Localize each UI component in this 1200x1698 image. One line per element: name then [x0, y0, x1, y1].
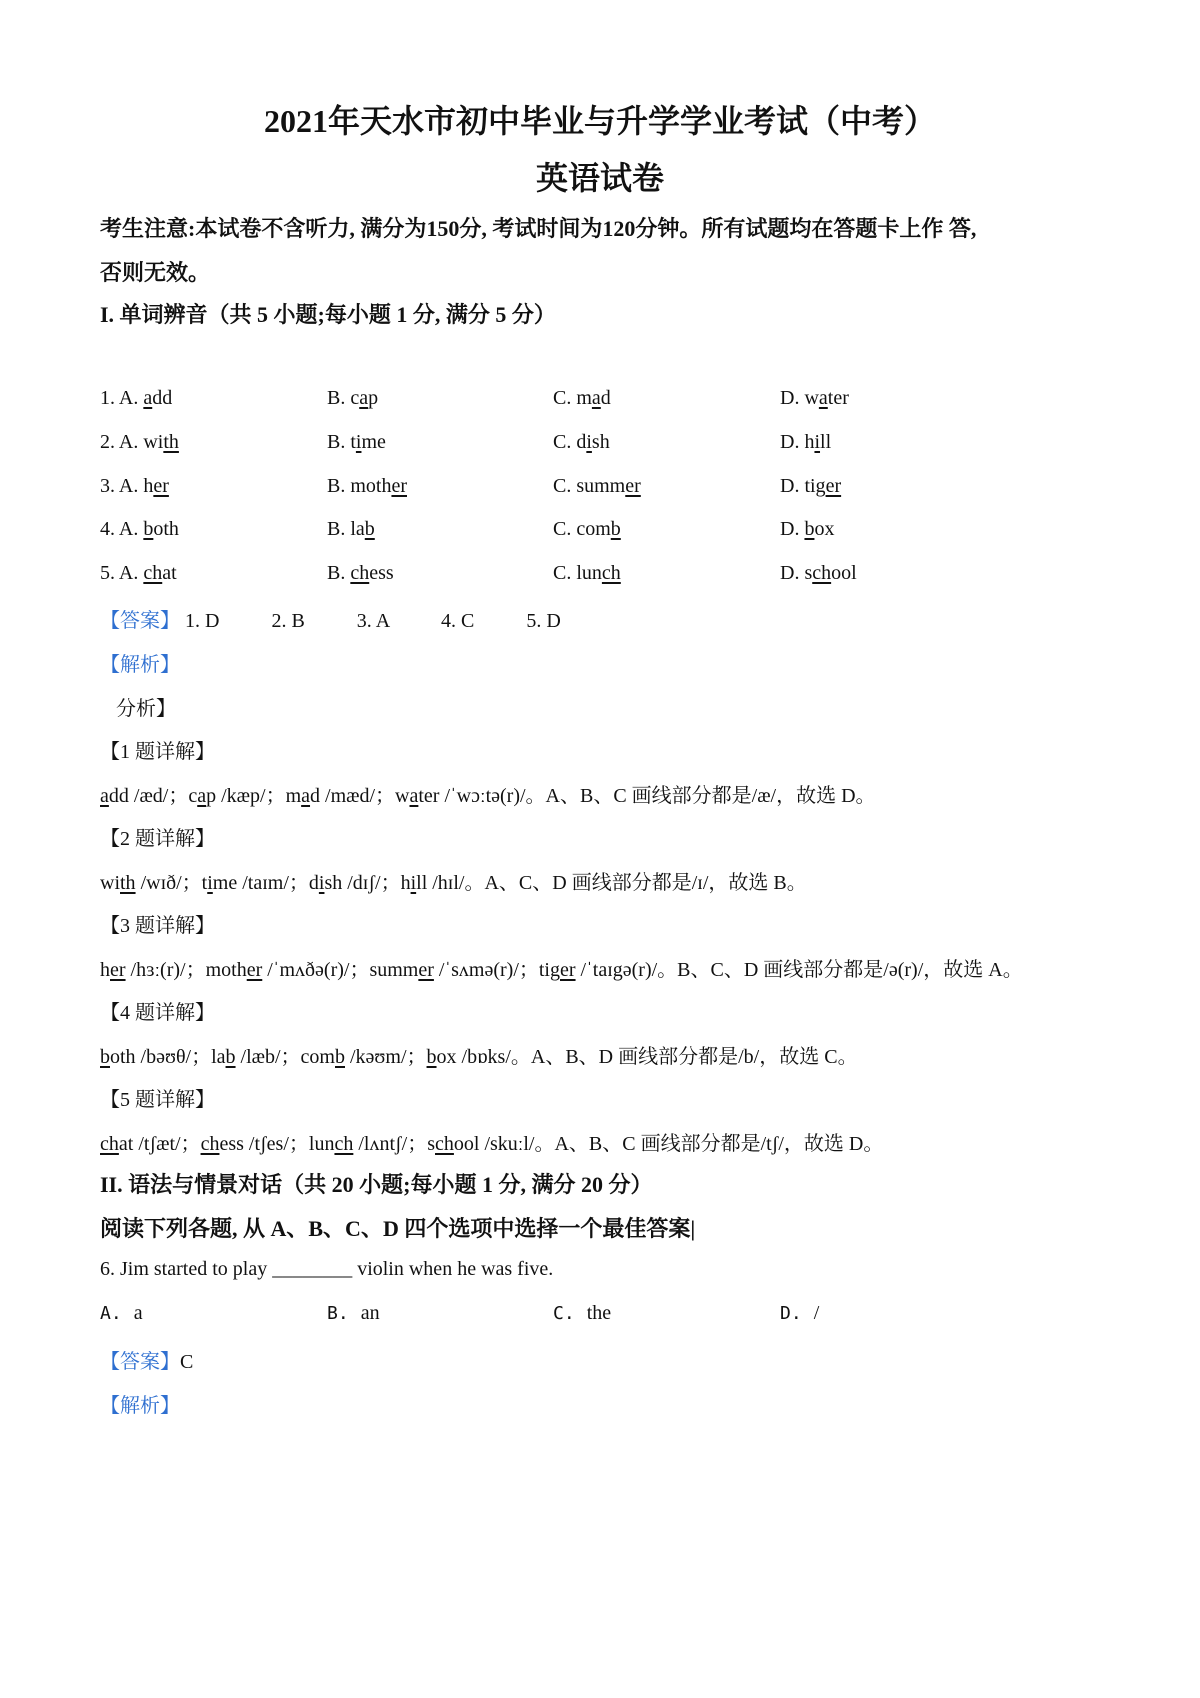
- underlined-letters: b: [364, 518, 375, 540]
- option-text: 4. A.: [100, 518, 144, 540]
- option-letter: B.: [327, 1303, 349, 1324]
- page-subtitle: 英语试卷: [535, 160, 664, 196]
- underlined-letters: er: [418, 959, 434, 981]
- option-text: dd: [152, 387, 173, 409]
- detail-explanation: [100, 953, 1023, 982]
- option-text: C. summ: [553, 475, 626, 497]
- answer-label: 【答案】: [100, 610, 180, 632]
- underlined-letters: ch: [100, 1133, 119, 1155]
- underlined-letters: er: [246, 959, 263, 981]
- q6-answer-row: [100, 1345, 193, 1374]
- option-letter: D.: [780, 1303, 802, 1324]
- q4-option-a: [100, 518, 179, 541]
- q1-option-a: [100, 387, 172, 410]
- notice-line-1: 考生注意:本试卷不含听力, 满分为150分, 考试时间为120分钟。所有试题均在答题卡上作 答,: [100, 216, 977, 241]
- underlined-letters: er: [391, 475, 407, 497]
- explanation-text: /læb/；com: [235, 1046, 335, 1068]
- q2-option-b: [327, 431, 386, 454]
- q4-option-c: [553, 518, 621, 541]
- option-text: at: [162, 562, 177, 584]
- explanation-text: at /tʃæt/；: [118, 1133, 201, 1155]
- option-text: a: [133, 1302, 143, 1324]
- option-text: an: [360, 1302, 380, 1324]
- explanation-text: oth /bəʊθ/；la: [110, 1046, 226, 1068]
- option-text: C. d: [553, 431, 587, 453]
- detail-label: 【4 题详解】: [100, 1002, 215, 1024]
- underlined-letters: ch: [601, 562, 621, 584]
- underlined-letters: ch: [334, 1133, 354, 1155]
- question-6: 6. Jim started to play ________ violin when he was five.: [100, 1258, 554, 1280]
- detail-label: 【5 题详解】: [100, 1089, 215, 1111]
- answer-item: 5. D: [526, 610, 561, 632]
- q3-option-c: [553, 475, 641, 498]
- option-letter: C.: [553, 1303, 575, 1324]
- underlined-letters: i: [355, 431, 362, 453]
- detail-explanation: [100, 1127, 883, 1156]
- option-text: B. moth: [327, 475, 392, 497]
- option-text: D. w: [780, 387, 819, 409]
- explanation-text: /hɜː(r)/；moth: [125, 959, 247, 981]
- underlined-letters: a: [100, 785, 109, 807]
- answer-item: 1. D: [185, 610, 220, 632]
- option-text: oth: [153, 518, 179, 540]
- q6-option-c: [553, 1302, 611, 1325]
- option-text: sh: [591, 431, 610, 453]
- q2-option-d: [780, 431, 831, 454]
- option-text: 3. A. h: [100, 475, 154, 497]
- detail-label: 【3 题详解】: [100, 915, 215, 937]
- q2-option-a: [100, 431, 179, 454]
- detail-explanation: [100, 1040, 858, 1069]
- q4-option-b: [327, 518, 375, 541]
- section-1-heading: I. 单词辨音（共 5 小题;每小题 1 分, 满分 5 分）: [100, 302, 556, 327]
- option-text: ess: [369, 562, 394, 584]
- option-text: D.: [780, 518, 805, 540]
- q4-option-d: [780, 518, 834, 541]
- section-2-heading: II. 语法与情景对话（共 20 小题;每小题 1 分, 满分 20 分）: [100, 1172, 653, 1197]
- q6-option-d: [780, 1302, 819, 1325]
- q3-option-a: [100, 475, 169, 498]
- option-text: ool: [831, 562, 857, 584]
- option-text: ox: [814, 518, 835, 540]
- underlined-letters: i: [318, 872, 325, 894]
- underlined-letters: a: [409, 785, 419, 807]
- underlined-letters: b: [100, 1046, 110, 1068]
- explanation-text: ox /bɒks/。A、B、D 画线部分都是/b/，故选 C。: [436, 1046, 858, 1068]
- section-1-answer-row: [100, 604, 561, 633]
- underlined-letters: a: [818, 387, 828, 409]
- answer-item: 4. C: [441, 610, 475, 632]
- underlined-letters: b: [143, 518, 154, 540]
- explanation-text: /ˈmʌðə(r)/；summ: [262, 959, 419, 981]
- underlined-letters: i: [586, 431, 592, 453]
- q6-option-b: [327, 1302, 380, 1325]
- explanation-text: d /mæd/；w: [310, 785, 410, 807]
- explanation-text: me /taɪm/；d: [212, 872, 319, 894]
- notice-line-2: 否则无效。: [100, 260, 211, 285]
- detail-explanation: [100, 866, 807, 895]
- q5-option-d: [780, 562, 857, 585]
- underlined-letters: er: [825, 475, 842, 497]
- option-text: 2. A. wi: [100, 431, 164, 453]
- underlined-letters: a: [591, 387, 601, 409]
- answer-value: C: [180, 1351, 194, 1373]
- underlined-letters: a: [143, 387, 153, 409]
- underlined-letters: b: [335, 1046, 345, 1068]
- answer-label: 【答案】: [100, 1351, 180, 1373]
- page-title: 2021年天水市初中毕业与升学学业考试（中考）: [263, 103, 936, 139]
- q1-option-d: [780, 387, 849, 410]
- explanation-text: h: [100, 959, 110, 981]
- underlined-letters: i: [410, 872, 417, 894]
- underlined-letters: th: [120, 872, 136, 894]
- option-text: C. m: [553, 387, 592, 409]
- explanation-text: ter /ˈwɔːtə(r)/。A、B、C 画线部分都是/æ/，故选 D。: [418, 785, 876, 807]
- option-text: B. t: [327, 431, 356, 453]
- option-text: ll: [820, 431, 832, 453]
- q5-option-a: [100, 562, 177, 585]
- option-text: D. h: [780, 431, 815, 453]
- underlined-letters: b: [426, 1046, 437, 1068]
- option-text: B. c: [327, 387, 360, 409]
- underlined-letters: ch: [143, 562, 163, 584]
- underlined-letters: ch: [350, 562, 370, 584]
- explanation-text: ll /hɪl/。A、C、D 画线部分都是/ɪ/，故选 B。: [416, 872, 807, 894]
- underlined-letters: a: [197, 785, 207, 807]
- option-text: 5. A.: [100, 562, 144, 584]
- detail-label: 【2 题详解】: [100, 828, 215, 850]
- explanation-text: /ˈtaɪgə(r)/。B、C、D 画线部分都是/ə(r)/，故选 A。: [575, 959, 1023, 981]
- q1-option-b: [327, 387, 378, 410]
- option-text: D. tig: [780, 475, 826, 497]
- option-text: B. la: [327, 518, 365, 540]
- q6-analysis-label: 【解析】: [100, 1395, 180, 1417]
- underlined-letters: i: [207, 872, 213, 894]
- option-text: B.: [327, 562, 351, 584]
- q5-option-c: [553, 562, 621, 585]
- underlined-letters: er: [560, 959, 576, 981]
- underlined-letters: ch: [435, 1133, 454, 1155]
- explanation-text: /ˈsʌmə(r)/；tig: [433, 959, 560, 981]
- answer-item: 2. B: [271, 610, 305, 632]
- q5-option-b: [327, 562, 394, 585]
- answer-item: 3. A: [356, 610, 390, 632]
- explanation-text: ess /tʃes/；lun: [219, 1133, 335, 1155]
- explanation-text: /kəʊm/；: [345, 1046, 427, 1068]
- explanation-text: p /kæp/；m: [206, 785, 302, 807]
- q1-option-c: [553, 387, 611, 410]
- underlined-letters: ch: [812, 562, 832, 584]
- underlined-letters: a: [301, 785, 311, 807]
- option-text: me: [361, 431, 386, 453]
- option-text: C. com: [553, 518, 611, 540]
- section-2-instruction: 阅读下列各题, 从 A、B、C、D 四个选项中选择一个最佳答案|: [100, 1216, 696, 1241]
- q2-option-c: [553, 431, 610, 454]
- analysis-sub: 分析】: [116, 698, 176, 720]
- underlined-letters: ch: [200, 1133, 220, 1155]
- analysis-label: 【解析】: [100, 654, 180, 676]
- option-text: D. s: [780, 562, 813, 584]
- option-text: 1. A.: [100, 387, 144, 409]
- q3-option-b: [327, 475, 407, 498]
- option-text: C. lun: [553, 562, 602, 584]
- q3-option-d: [780, 475, 841, 498]
- explanation-text: /wɪð/；t: [135, 872, 208, 894]
- underlined-letters: er: [625, 475, 641, 497]
- option-text: the: [586, 1302, 612, 1324]
- underlined-letters: er: [153, 475, 169, 497]
- underlined-letters: b: [804, 518, 815, 540]
- q6-option-a: [100, 1302, 143, 1325]
- explanation-text: /lʌntʃ/；s: [353, 1133, 436, 1155]
- detail-label: 【1 题详解】: [100, 741, 215, 763]
- underlined-letters: b: [610, 518, 621, 540]
- underlined-letters: b: [225, 1046, 236, 1068]
- detail-explanation: [100, 779, 876, 808]
- underlined-letters: a: [359, 387, 369, 409]
- underlined-letters: i: [814, 431, 821, 453]
- underlined-letters: th: [163, 431, 179, 453]
- option-text: ter: [827, 387, 849, 409]
- option-text: d: [600, 387, 611, 409]
- option-letter: A.: [100, 1303, 122, 1324]
- explanation-text: dd /æd/；c: [108, 785, 198, 807]
- explanation-text: sh /dɪʃ/；h: [324, 872, 411, 894]
- option-text: /: [813, 1302, 820, 1324]
- explanation-text: ool /skuːl/。A、B、C 画线部分都是/tʃ/，故选 D。: [453, 1133, 884, 1155]
- option-text: p: [368, 387, 379, 409]
- explanation-text: wi: [100, 872, 120, 894]
- underlined-letters: er: [110, 959, 126, 981]
